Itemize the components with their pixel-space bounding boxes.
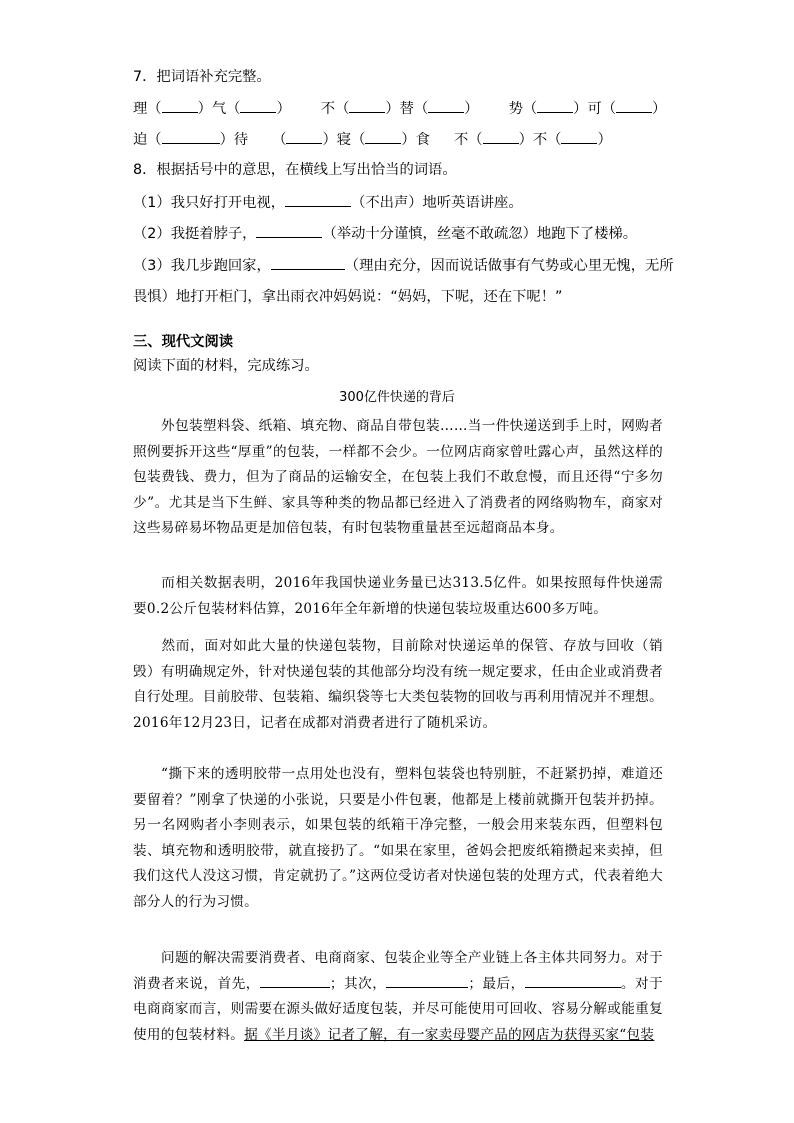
q7-r2-b-pre: （ [272, 132, 287, 148]
fill-blank[interactable] [349, 98, 385, 113]
fill-blank[interactable] [285, 192, 351, 207]
article-paragraph [133, 946, 663, 1048]
q7-row1 [133, 98, 666, 119]
q7-r1-a-pre: 理（ [133, 101, 162, 117]
answer-blank[interactable] [260, 973, 330, 988]
q7-r1-b-post: ） [464, 101, 479, 117]
article-paragraph [133, 634, 663, 736]
paragraph-text: “撕下来的透明胶带一点用处也没有，塑料包装袋也特别脏，不赶紧扔掉，难道还要留着？”刚拿了快递的小张说，只要是小件包裹，他都是上楼前就撕开包装并扔掉。另一名网购者小李则表示，如果包装的纸箱干净完整，一般会用来装东西，但塑料包装、填充物和透明胶带，就直接扔了。“如果在家里，爸妈会把废纸箱攒起来卖掉，但我们这代人没这习惯，肯定就扔了。”这两位受访者对快递包装的处理方式，代表着绝大部分人的行为习惯。 [133, 766, 663, 910]
q8-item3-cont: 畏惧）地打开柜门，拿出雨衣冲妈妈说：“妈妈，下呢，还在下呢！” [133, 289, 563, 305]
fill-blank[interactable] [286, 129, 322, 144]
fill-blank[interactable] [240, 98, 276, 113]
paragraph-text: 问题的解决需要消费者、电商商家、包装企业等全产业链上各主体共同努力。对于消费者来说，首先， [133, 950, 663, 992]
q8-item3-pre: （3）我几步跑回家， [133, 258, 271, 274]
q7-r1-b-pre: 不（ [320, 101, 350, 117]
paragraph-text: 外包装塑料袋、纸箱、填充物、商品自带包装……当一件快递送到手上时，网购者照例要拆开这些“厚重”的包装，一样都不会少。一位网店商家曾吐露心声，虽然这样的包装费钱、费力，但为了商品的运输安全，在包装上我们不敢怠慢，而且还得“宁多勿少”。尤其是当下生鲜、家具等种类的物品都已经进入了消费者的网络购物车，商家对这些易碎易坏物品更是加倍包装，有时包装物重量甚至远超商品本身。 [133, 418, 663, 536]
q8-item3 [133, 255, 674, 276]
q8-item2-post: （举动十分谨慎，丝毫不敢疏忽）地跑下了楼梯。 [322, 226, 638, 242]
q8-title: 8．根据括号中的意思，在横线上写出恰当的词语。 [133, 162, 457, 178]
q7-r1-a-mid: ）气（ [197, 101, 241, 117]
paragraph-text: 而相关数据表明，2016年我国快递业务量已达313.5亿件。如果按照每件快递需要0.2公斤包装材料估算，2016年全年新增的快递包装垃圾重达600多万吨。 [133, 575, 663, 617]
answer-blank[interactable] [386, 973, 468, 988]
paragraph-text: ；其次， [329, 975, 387, 992]
paragraph-text: 。对于电商商家而言，则需要在源头做好适度包装，并尽可能使用可回收、容易分解或能重复使用的包装材料。 [133, 975, 664, 1043]
q7-row2 [133, 129, 612, 150]
fill-blank[interactable] [561, 129, 597, 144]
paragraph-text: ；最后， [468, 975, 525, 992]
q7-r1-c-pre: 势（ [508, 101, 538, 117]
article-paragraph [133, 571, 663, 622]
q7-r2-c-post: ） [597, 132, 612, 148]
article-paragraph [133, 414, 663, 542]
q7-r1-a-post: ） [276, 101, 291, 117]
q7-r1-c-post: ） [652, 101, 667, 117]
q7-r2-a-pre: 迫（ [133, 132, 162, 148]
q7-r1-b-mid: ）替（ [385, 101, 429, 117]
fill-blank[interactable] [428, 98, 464, 113]
q7-r2-a-mid: ）待 [219, 132, 249, 148]
fill-blank[interactable] [537, 98, 573, 113]
q7-r2-b-mid: ）寝（ [322, 132, 366, 148]
article-paragraph [133, 762, 663, 915]
underlined-text: 据《半月谈》记者了解，有一家卖母婴产品的网店为获得买家“包装 [244, 1026, 655, 1043]
fill-blank[interactable] [365, 129, 401, 144]
q8-item1-post: （不出声）地听英语讲座。 [351, 195, 523, 211]
fill-blank[interactable] [256, 223, 322, 238]
q8-item2-pre: （2）我挺着脖子， [133, 226, 257, 242]
q7-r1-c-mid: ）可（ [573, 101, 617, 117]
q8-item1 [133, 192, 523, 213]
fill-blank[interactable] [271, 255, 345, 270]
q8-item3-post: （理由充分，因而说话做事有气势或心里无愧，无所 [344, 258, 674, 274]
q7-r2-c-mid: ）不（ [518, 132, 562, 148]
answer-blank[interactable] [525, 973, 621, 988]
fill-blank[interactable] [616, 98, 652, 113]
q8-item1-pre: （1）我只好打开电视， [133, 195, 286, 211]
fill-blank[interactable] [162, 129, 220, 144]
fill-blank[interactable] [483, 129, 519, 144]
q7-r2-c-pre: 不（ [453, 132, 483, 148]
section-instruction: 阅读下面的材料，完成练习。 [133, 358, 319, 374]
q8-item2 [133, 223, 637, 244]
paragraph-text: 然而，面对如此大量的快递包装物，目前除对快递运单的保管、存放与回收（销毁）有明确规定外，针对快递包装的其他部分均没有统一规定要求，任由企业或消费者自行处理。目前胶带、包装箱、编织袋等七大类包装物的回收与再利用情况并不理想。2016年12月23日，记者在成都对消费者进行了随机采访。 [133, 638, 663, 731]
article-title: 300亿件快递的背后 [339, 390, 455, 405]
section-title: 三、现代文阅读 [133, 334, 234, 350]
q7-title: 7．把词语补充完整。 [133, 69, 271, 85]
q7-r2-b-post: ）食 [401, 132, 430, 148]
fill-blank[interactable] [162, 98, 198, 113]
